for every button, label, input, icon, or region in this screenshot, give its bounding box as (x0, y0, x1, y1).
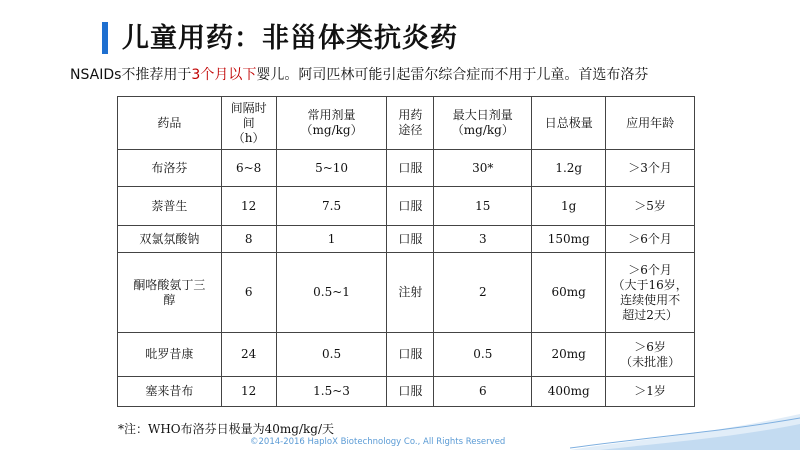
table-cell (532, 377, 606, 407)
table-cell (532, 150, 606, 187)
cell-text-line: 1g (561, 198, 577, 213)
footnote: *注：WHO布洛芬日极量为40mg/kg/天 (118, 422, 335, 436)
cell-text-line: 吡罗昔康 (145, 347, 194, 361)
cell-text-line: ＞1岁 (634, 384, 666, 398)
column-header (532, 97, 606, 150)
cell-text-line: （mg/kg） (451, 123, 514, 137)
table-cell (606, 226, 695, 253)
column-header (606, 97, 695, 150)
cell-text-line: 口服 (398, 231, 423, 246)
cell-text-line: 1.5~3 (313, 384, 350, 398)
cell-text-line: 超过2天） (622, 307, 678, 322)
table-cell (606, 333, 695, 377)
cell-text-line: 30* (472, 160, 494, 175)
cell-text-line: 3 (478, 231, 487, 246)
table-cell (276, 150, 387, 187)
cell-text-line: 塞来昔布 (145, 384, 194, 398)
table-cell (221, 187, 276, 226)
cell-text-line: 最大日剂量 (452, 108, 513, 122)
table-cell (221, 226, 276, 253)
cell-text-line: 药品 (157, 115, 182, 130)
table-cell (532, 333, 606, 377)
table-cell (434, 333, 532, 377)
table-cell (434, 377, 532, 407)
cell-text-line: 24 (241, 347, 257, 361)
table-cell (276, 253, 387, 333)
table-cell (532, 253, 606, 333)
cell-text-line: 常用剂量 (307, 108, 356, 122)
table-cell (221, 150, 276, 187)
table-cell (532, 187, 606, 226)
cell-text-line: 1.2g (555, 160, 583, 175)
drug-name-cell (118, 226, 222, 253)
drug-table-header (118, 97, 695, 150)
table-row (118, 333, 695, 377)
table-cell (532, 226, 606, 253)
drug-name-cell (118, 377, 222, 407)
cell-text-line: 用药 (398, 108, 423, 122)
cell-text-line: ＞3个月 (628, 160, 672, 175)
cell-text-line: 8 (244, 231, 253, 246)
drug-name-cell (118, 253, 222, 333)
cell-text-line: 12 (241, 384, 257, 398)
cell-text-line: 400mg (547, 384, 590, 398)
cell-text-line: 12 (241, 198, 257, 213)
table-cell (387, 226, 434, 253)
table-cell (276, 187, 387, 226)
cell-text-line: 口服 (398, 347, 423, 361)
cell-text-line: 2 (478, 285, 487, 299)
cell-text-line: 连续使用不 (620, 292, 681, 307)
cell-text-line: 途径 (398, 123, 423, 137)
cell-text-line: ＞6岁 (634, 339, 666, 354)
drug-name-cell (118, 333, 222, 377)
cell-text-line: 醇 (163, 292, 176, 307)
cell-text-line: 150mg (547, 231, 590, 246)
column-header (221, 97, 276, 150)
table-cell (276, 377, 387, 407)
table-cell (606, 377, 695, 407)
column-header (387, 97, 434, 150)
cell-text-line: ＞6个月 (628, 231, 672, 246)
cell-text-line: （大于16岁， (612, 277, 688, 292)
drug-table (117, 96, 695, 407)
cell-text-line: 0.5 (322, 347, 342, 361)
cell-text-line: 间隔时 (230, 100, 267, 115)
decorative-wave-graphic (570, 410, 800, 450)
cell-text-line: 1 (327, 231, 336, 246)
table-cell (606, 187, 695, 226)
cell-text-line: 5~10 (315, 160, 349, 175)
table-cell (606, 253, 695, 333)
cell-text-line: 注射 (398, 285, 423, 299)
table-cell (387, 253, 434, 333)
cell-text-line: 7.5 (322, 198, 342, 213)
cell-text-line: 15 (475, 198, 491, 213)
subtitle-part-2: 婴儿。阿司匹林可能引起雷尔综合症而不用于儿童。首选布洛芬 (256, 67, 649, 83)
cell-text-line: 布洛芬 (151, 160, 188, 175)
drug-name-cell (118, 187, 222, 226)
cell-text-line: 应用年龄 (626, 115, 675, 130)
subtitle-part-1: NSAIDs不推荐用于 (70, 67, 192, 83)
table-cell (387, 333, 434, 377)
table-cell (276, 333, 387, 377)
table-row (118, 187, 695, 226)
copyright-notice: ©2014-2016 HaploX Biotechnology Co., All Rights Reserved (250, 437, 506, 447)
subtitle-highlight: 3个月以下 (191, 67, 257, 83)
cell-text-line: 口服 (398, 160, 423, 175)
table-cell (434, 187, 532, 226)
table-cell (434, 226, 532, 253)
table-cell (221, 333, 276, 377)
header-row (118, 97, 695, 150)
page-title: 儿童用药：非甾体类抗炎药 (122, 23, 458, 54)
cell-text-line: 6 (244, 285, 253, 299)
cell-text-line: ＞6个月 (628, 262, 672, 277)
table-cell (221, 377, 276, 407)
cell-text-line: （mg/kg） (300, 123, 363, 137)
cell-text-line: 6~8 (235, 160, 262, 175)
cell-text-line: 日总极量 (544, 115, 593, 130)
cell-text-line: 间 (242, 115, 255, 130)
cell-text-line: 口服 (398, 384, 423, 398)
drug-name-cell (118, 150, 222, 187)
cell-text-line: （未批准） (620, 354, 681, 369)
column-header (434, 97, 532, 150)
cell-text-line: 酮咯酸氨丁三 (133, 277, 206, 292)
table-row (118, 253, 695, 333)
table-cell (387, 187, 434, 226)
column-header (118, 97, 222, 150)
table-row (118, 150, 695, 187)
table-cell (606, 150, 695, 187)
cell-text-line: （h） (232, 130, 265, 145)
table-cell (434, 253, 532, 333)
cell-text-line: 0.5~1 (313, 285, 350, 299)
cell-text-line: 口服 (398, 198, 423, 213)
table-row (118, 377, 695, 407)
cell-text-line: 萘普生 (151, 198, 188, 213)
title-accent-bar (102, 22, 108, 54)
table-row (118, 226, 695, 253)
table-cell (221, 253, 276, 333)
cell-text-line: 6 (478, 384, 487, 398)
cell-text-line: 20mg (551, 347, 586, 361)
table-cell (434, 150, 532, 187)
cell-text-line: 双氯氛酸钠 (139, 231, 200, 246)
table-cell (387, 150, 434, 187)
cell-text-line: 0.5 (473, 347, 493, 361)
drug-table-body (118, 150, 695, 407)
cell-text-line: 60mg (551, 285, 586, 299)
subtitle (70, 64, 770, 84)
table-cell (387, 377, 434, 407)
cell-text-line: ＞5岁 (634, 198, 666, 213)
column-header (276, 97, 387, 150)
table-cell (276, 226, 387, 253)
